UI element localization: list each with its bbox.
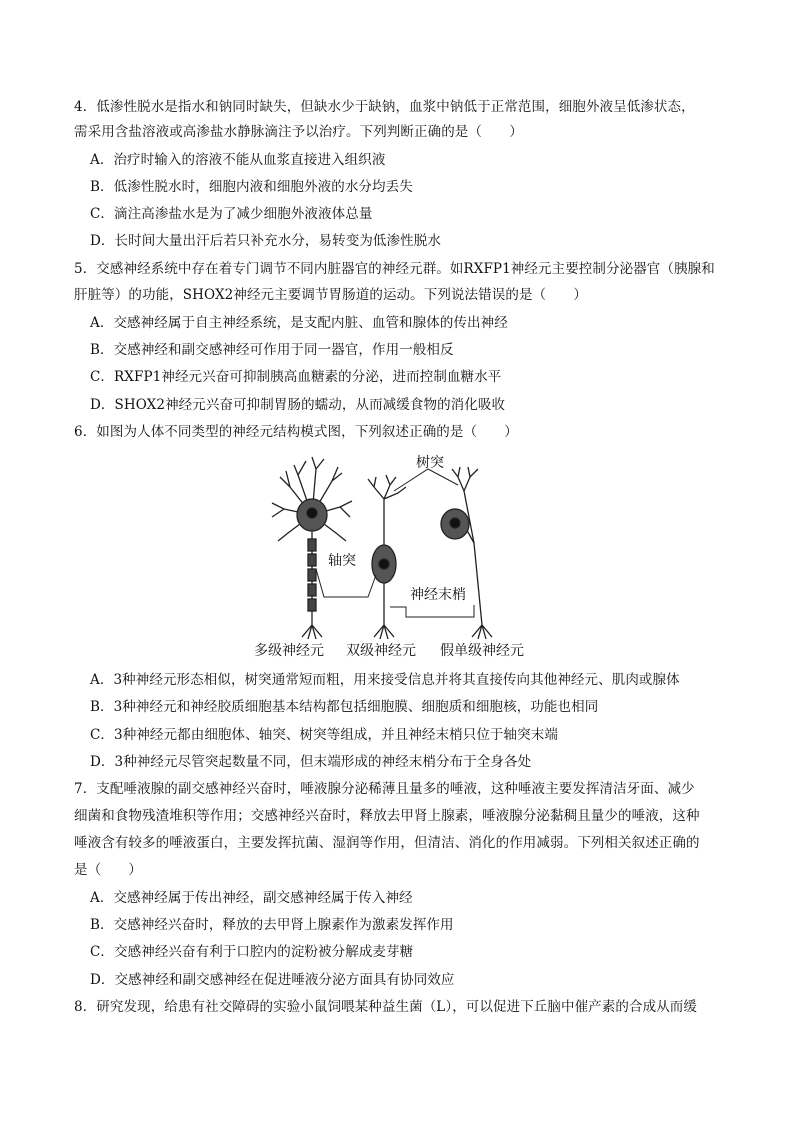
question-5-option-b: B．交感神经和副交感神经可作用于同一器官，作用一般相反 — [90, 342, 454, 358]
question-4-option-b: B．低渗性脱水时，细胞内液和细胞外液的水分均丢失 — [90, 179, 413, 195]
question-7-line-1: 7．支配唾液腺的副交感神经兴奋时，唾液腺分泌稀薄且量多的唾液，这种唾液主要发挥清洁牙面、减少 — [74, 781, 695, 797]
question-6-option-c: C．3种神经元都由细胞体、轴突、树突等组成，并且神经末梢只位于轴突末端 — [90, 727, 558, 743]
question-7-line-2: 细菌和食物残渣堆积等作用；交感神经兴奋时，释放去甲肾上腺素，唾液腺分泌黏稠且量少的唾液，这种 — [74, 808, 700, 824]
label-multipolar: 多级神经元 — [254, 643, 324, 659]
question-5-line-2: 肝脏等）的功能，SHOX2神经元主要调节胃肠道的运动。下列说法错误的是（ ） — [74, 287, 587, 303]
question-4-option-c: C．滴注高渗盐水是为了减少细胞外液液体总量 — [90, 206, 373, 222]
label-axon: 轴突 — [328, 553, 356, 569]
question-4-option-d: D．长时间大量出汗后若只补充水分，易转变为低渗性脱水 — [90, 233, 441, 249]
question-8-line-1: 8．研究发现，给患有社交障碍的实验小鼠饲喂某种益生菌（L），可以促进下丘脑中催产素的合成从而缓 — [74, 999, 698, 1015]
question-7-option-c: C．交感神经兴奋有利于口腔内的淀粉被分解成麦芽糖 — [90, 944, 414, 960]
question-5-option-c: C．RXFP1神经元兴奋可抑制胰高血糖素的分泌，进而控制血糖水平 — [90, 369, 502, 385]
question-5-line-1: 5．交感神经系统中存在着专门调节不同内脏器官的神经元群。如RXFP1神经元主要控制分泌器官（胰腺和 — [74, 261, 715, 277]
label-pseudounipolar: 假单级神经元 — [440, 643, 524, 659]
question-7-line-4: 是（ ） — [74, 862, 142, 878]
multipolar-neuron — [272, 457, 352, 639]
question-6-option-a: A．3种神经元形态相似，树突通常短而粗，用来接受信息并将其直接传向其他神经元、肌肉或腺体 — [90, 672, 680, 688]
nerve-ending-pointer-line — [390, 605, 474, 617]
question-7-option-d: D．交感神经和副交感神经在促进唾液分泌方面具有协同效应 — [90, 972, 455, 988]
pseudounipolar-neuron — [441, 467, 492, 639]
question-4-line-2: 需采用含盐溶液或高渗盐水静脉滴注予以治疗。下列判断正确的是（ ） — [74, 124, 523, 140]
neuron-diagram — [250, 447, 550, 662]
question-7-option-b: B．交感神经兴奋时，释放的去甲肾上腺素作为激素发挥作用 — [90, 917, 454, 933]
label-bipolar: 双级神经元 — [346, 643, 416, 659]
question-5-option-a: A．交感神经属于自主神经系统，是支配内脏、血管和腺体的传出神经 — [90, 315, 508, 331]
label-dendrite: 树突 — [416, 455, 444, 471]
neuron-figure — [250, 447, 550, 662]
question-6-option-b: B．3种神经元和神经胶质细胞基本结构都包括细胞膜、细胞质和细胞核，功能也相同 — [90, 699, 599, 715]
question-4-line-1: 4．低渗性脱水是指水和钠同时缺失，但缺水少于缺钠，血浆中钠低于正常范围，细胞外液呈低渗状态， — [74, 99, 695, 115]
dendrite-pointer-line — [394, 469, 458, 491]
axon-pointer-line — [316, 569, 376, 597]
question-6-option-d: D．3种神经元尽管突起数量不同，但末端形成的神经末梢分布于全身各处 — [90, 754, 532, 770]
question-6-line-1: 6．如图为人体不同类型的神经元结构模式图，下列叙述正确的是（ ） — [74, 424, 518, 440]
question-7-line-3: 唾液含有较多的唾液蛋白，主要发挥抗菌、湿润等作用，但清洁、消化的作用减弱。下列相关叙述正确的 — [74, 835, 700, 851]
bipolar-neuron — [368, 475, 406, 639]
question-7-option-a: A．交感神经属于传出神经，副交感神经属于传入神经 — [90, 890, 413, 906]
label-nerve-ending: 神经末梢 — [410, 587, 466, 603]
question-5-option-d: D．SHOX2神经元兴奋可抑制胃肠的蠕动，从而减缓食物的消化吸收 — [90, 397, 506, 413]
question-4-option-a: A．治疗时输入的溶液不能从血浆直接进入组织液 — [90, 152, 386, 168]
